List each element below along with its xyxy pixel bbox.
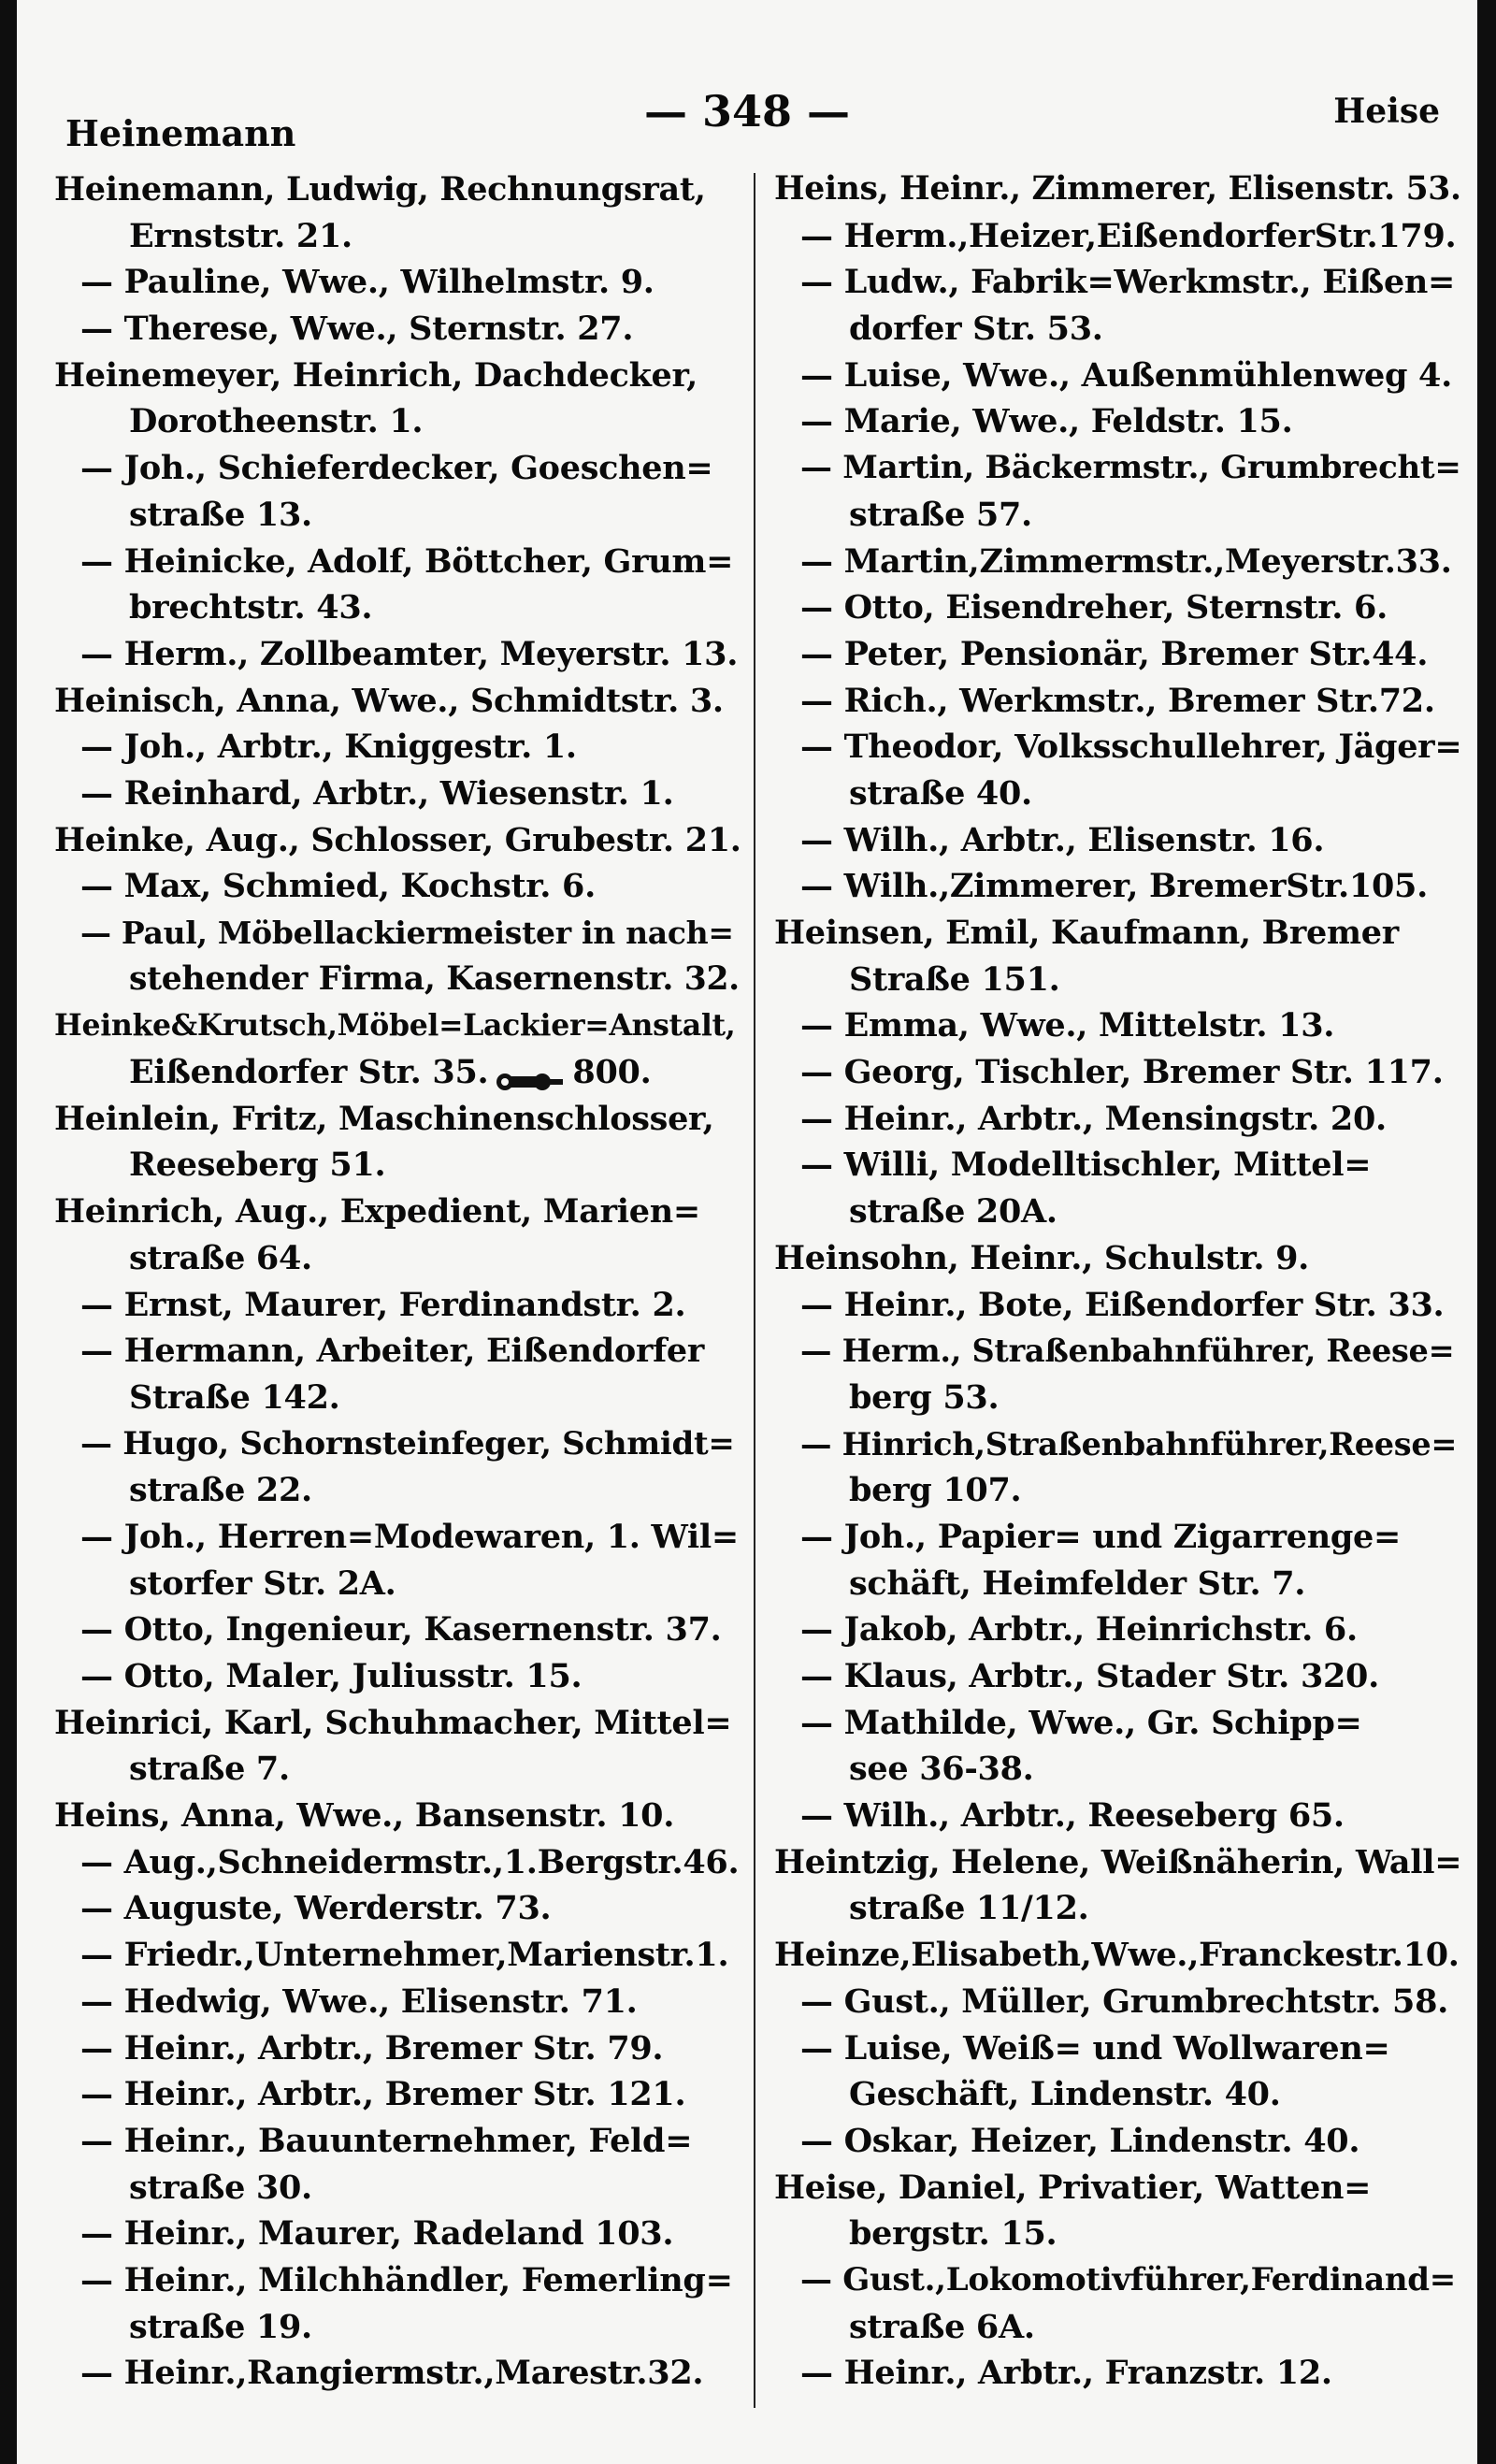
- entry-text: — Peter, Pensionär, Bremer Str.44.: [800, 634, 1429, 673]
- entry-text: — Otto, Ingenieur, Kasernenstr. 37.: [80, 1610, 722, 1650]
- directory-entry-line: [54, 1793, 741, 1839]
- directory-entry-line: [774, 1049, 1461, 1096]
- entry-text: straße 22.: [129, 1471, 312, 1510]
- entry-text: — Emma, Wwe., Mittelstr. 13.: [800, 1006, 1335, 1045]
- directory-entry-line: [54, 306, 741, 353]
- entry-text: — Gust.,Lokomotivführer,Ferdinand=: [800, 2260, 1456, 2298]
- directory-entry-line: [54, 1467, 741, 1514]
- entry-text: — Aug.,Schneidermstr.,1.Bergstr.46.: [80, 1842, 740, 1881]
- directory-entry-line: [774, 1189, 1461, 1235]
- directory-entry-line: [54, 1561, 741, 1607]
- directory-entry-line: [54, 213, 741, 260]
- entry-text: — Joh., Herren=Modewaren, 1. Wil=: [80, 1517, 739, 1556]
- entry-text: — Theodor, Volksschullehrer, Jäger=: [800, 728, 1461, 767]
- directory-entry-line: [54, 2118, 741, 2165]
- directory-entry-line: [774, 2211, 1461, 2257]
- directory-entry-line: [774, 1746, 1461, 1793]
- directory-entry-line: [54, 863, 741, 910]
- entry-text: — Heinr., Arbtr., Mensingstr. 20.: [800, 1099, 1387, 1138]
- directory-entry-line: [54, 910, 741, 957]
- directory-entry-line: [774, 1514, 1461, 1561]
- directory-entry-line: [54, 1885, 741, 1932]
- directory-entry-line: [54, 2304, 741, 2351]
- directory-entry-line: [54, 584, 741, 631]
- directory-entry-line: [774, 817, 1461, 864]
- entry-text: Straße 142.: [129, 1377, 340, 1417]
- directory-entry-line: [774, 2257, 1461, 2304]
- directory-entry-line: [774, 213, 1461, 260]
- entry-text: Heinisch, Anna, Wwe., Schmidtstr. 3.: [54, 681, 724, 720]
- entry-text: — Heinr.,Rangiermstr.,Marestr.32.: [80, 2354, 704, 2393]
- entry-text: — Joh., Papier= und Zigarrenge=: [800, 1517, 1402, 1556]
- directory-entry-line: [774, 259, 1461, 306]
- entry-text: straße 57.: [849, 495, 1032, 534]
- directory-entry-line: [774, 1561, 1461, 1607]
- entry-text: brechtstr. 43.: [129, 588, 373, 627]
- directory-entry-line: [774, 445, 1461, 492]
- entry-text: — Herm., Straßenbahnführer, Reese=: [800, 1333, 1455, 1370]
- entry-text: straße 30.: [129, 2168, 312, 2207]
- entry-text: Heintzig, Helene, Weißnäherin, Wall=: [774, 1842, 1461, 1881]
- directory-entry-line: [54, 1839, 741, 1886]
- entry-text: — Hedwig, Wwe., Elisenstr. 71.: [80, 1981, 638, 2021]
- entry-text: — Hinrich,Straßenbahnführer,Reese=: [800, 1425, 1458, 1463]
- entry-text: Reeseberg 51.: [129, 1146, 386, 1185]
- entry-text: — Willi, Modelltischler, Mittel=: [800, 1146, 1372, 1185]
- directory-entry-line: [774, 1653, 1461, 1700]
- entry-text: straße 13.: [129, 495, 312, 534]
- directory-entry-line: [54, 1049, 741, 1096]
- phone-number: 800.: [572, 1053, 652, 1092]
- entry-text: — Luise, Wwe., Außenmühlenweg 4.: [800, 355, 1452, 395]
- directory-entry-line: [54, 2165, 741, 2212]
- telephone-icon: [496, 1061, 565, 1088]
- entry-text: — Ludw., Fabrik=Werkmstr., Eißen=: [800, 263, 1456, 302]
- directory-entry-line: [54, 678, 741, 725]
- directory-entry-line: [774, 398, 1461, 445]
- directory-entry-line: [54, 1189, 741, 1235]
- entry-text: — Friedr.,Unternehmer,Marienstr.1.: [80, 1936, 729, 1975]
- directory-page: [17, 0, 1477, 2464]
- directory-entry-line: [774, 1421, 1461, 1468]
- entry-text: — Otto, Eisendreher, Sternstr. 6.: [800, 588, 1388, 627]
- entry-text: — Paul, Möbellackiermeister in nach=: [80, 915, 734, 951]
- entry-text: Heinke&Krutsch,Möbel=Lackier=Anstalt,: [54, 1008, 736, 1044]
- directory-entry-line: [54, 771, 741, 817]
- directory-entry-line: [774, 1793, 1461, 1839]
- directory-entry-line: [54, 1142, 741, 1189]
- directory-entry-line: [774, 2304, 1461, 2351]
- directory-entry-line: [774, 910, 1461, 957]
- entry-text: — Georg, Tischler, Bremer Str. 117.: [800, 1053, 1444, 1092]
- entry-text: — Klaus, Arbtr., Stader Str. 320.: [800, 1657, 1379, 1695]
- entry-text: — Joh., Schieferdecker, Goeschen=: [80, 449, 713, 488]
- entry-text: Heinsohn, Heinr., Schulstr. 9.: [774, 1238, 1310, 1277]
- directory-entry-line: [54, 1375, 741, 1421]
- entry-text: berg 53.: [849, 1377, 1000, 1417]
- entry-text: Eißendorfer Str. 35.: [129, 1053, 489, 1092]
- entry-text: Heinemeyer, Heinrich, Dachdecker,: [54, 355, 698, 395]
- directory-entry-line: [54, 445, 741, 492]
- entry-text: — Heinicke, Adolf, Böttcher, Grum=: [80, 541, 734, 581]
- directory-entry-line: [774, 1885, 1461, 1932]
- entry-text: — Heinr., Arbtr., Bremer Str. 79.: [80, 2028, 664, 2068]
- directory-entry-line: [54, 1282, 741, 1329]
- directory-entry-line: [54, 2350, 741, 2397]
- directory-entry-line: [54, 1700, 741, 1747]
- directory-entry-line: [54, 2025, 741, 2072]
- entry-text: — Luise, Weiß= und Wollwaren=: [800, 2028, 1390, 2068]
- entry-text: — Heinr., Bauunternehmer, Feld=: [80, 2121, 693, 2160]
- entry-text: berg 107.: [849, 1471, 1022, 1510]
- directory-entry-line: [774, 1375, 1461, 1421]
- entry-text: — Marie, Wwe., Feldstr. 15.: [800, 402, 1293, 441]
- directory-entry-line: [54, 1002, 741, 1049]
- directory-entry-line: [54, 1932, 741, 1979]
- directory-entry-line: [774, 2071, 1461, 2118]
- directory-entry-line: [54, 1653, 741, 1700]
- directory-entry-line: [774, 1607, 1461, 1653]
- directory-entry-line: [54, 1096, 741, 1143]
- entry-text: Heinze,Elisabeth,Wwe.,Franckestr.10.: [774, 1936, 1460, 1975]
- directory-entry-line: [54, 1514, 741, 1561]
- entry-text: Heinlein, Fritz, Maschinenschlosser,: [54, 1099, 714, 1138]
- directory-entry-line: [54, 2257, 741, 2304]
- directory-entry-line: [54, 1607, 741, 1653]
- directory-entry-line: [54, 817, 741, 864]
- directory-entry-line: [774, 1235, 1461, 1282]
- directory-entry-line: [54, 2211, 741, 2257]
- entry-text: — Heinr., Milchhändler, Femerling=: [80, 2260, 733, 2299]
- entry-text: Straße 151.: [849, 959, 1060, 999]
- page-header: [45, 86, 1449, 154]
- entry-text: — Therese, Wwe., Sternstr. 27.: [80, 310, 634, 349]
- entry-text: — Mathilde, Wwe., Gr. Schipp=: [800, 1703, 1362, 1742]
- directory-entry-line: [774, 1328, 1461, 1375]
- entry-text: — Hermann, Arbeiter, Eißendorfer: [80, 1332, 704, 1371]
- entry-text: — Max, Schmied, Kochstr. 6.: [80, 867, 596, 906]
- directory-entry-line: [774, 1932, 1461, 1979]
- entry-text: straße 64.: [129, 1238, 312, 1277]
- entry-text: Heinemann, Ludwig, Rechnungsrat,: [54, 170, 706, 209]
- entry-text: Heinrich, Aug., Expedient, Marien=: [54, 1192, 700, 1232]
- left-column: [54, 166, 741, 2397]
- directory-entry-line: [54, 492, 741, 539]
- directory-entry-line: [774, 678, 1461, 725]
- directory-entry-line: [774, 1839, 1461, 1886]
- directory-entry-line: [774, 353, 1461, 399]
- directory-entry-line: [774, 2350, 1461, 2397]
- entry-text: Heinrici, Karl, Schuhmacher, Mittel=: [54, 1703, 732, 1742]
- entry-text: — Joh., Arbtr., Kniggestr. 1.: [80, 728, 577, 767]
- entry-text: — Rich., Werkmstr., Bremer Str.72.: [800, 681, 1435, 720]
- entry-text: — Heinr., Arbtr., Bremer Str. 121.: [80, 2075, 686, 2114]
- entry-text: Ernststr. 21.: [129, 216, 352, 255]
- entry-text: — Otto, Maler, Juliusstr. 15.: [80, 1657, 583, 1695]
- entry-text: Dorotheenstr. 1.: [129, 402, 424, 441]
- directory-entry-line: [774, 492, 1461, 539]
- header-running-head-left: Heinemann: [65, 112, 296, 154]
- page-number: — 348 —: [643, 86, 851, 137]
- directory-entry-line: [774, 306, 1461, 353]
- directory-entry-line: [774, 2025, 1461, 2072]
- directory-entry-line: [774, 1700, 1461, 1747]
- entry-text: — Reinhard, Arbtr., Wiesenstr. 1.: [80, 773, 674, 813]
- directory-entry-line: [774, 771, 1461, 817]
- directory-entry-line: [54, 259, 741, 306]
- directory-entry-line: [54, 1328, 741, 1375]
- entry-text: Heins, Heinr., Zimmerer, Elisenstr. 53.: [774, 170, 1461, 208]
- directory-entry-line: [54, 1979, 741, 2025]
- entry-text: Heinsen, Emil, Kaufmann, Bremer: [774, 914, 1399, 952]
- column-divider: [754, 173, 755, 2408]
- directory-entry-line: [774, 1979, 1461, 2025]
- entry-text: — Ernst, Maurer, Ferdinandstr. 2.: [80, 1285, 686, 1324]
- entry-text: — Wilh., Arbtr., Elisenstr. 16.: [800, 820, 1325, 859]
- entry-text: see 36-38.: [849, 1750, 1034, 1789]
- entry-text: Heins, Anna, Wwe., Bansenstr. 10.: [54, 1796, 675, 1836]
- directory-entry-line: [54, 1421, 741, 1468]
- entry-text: — Heinr., Bote, Eißendorfer Str. 33.: [800, 1285, 1445, 1324]
- header-running-head-right: Heise: [1333, 92, 1440, 131]
- directory-entry-line: [774, 863, 1461, 910]
- directory-entry-line: [774, 2165, 1461, 2212]
- entry-text: straße 7.: [129, 1750, 290, 1789]
- entry-text: — Wilh.,Zimmerer, BremerStr.105.: [800, 867, 1428, 906]
- entry-text: storfer Str. 2A.: [129, 1563, 396, 1603]
- entry-text: straße 20A.: [849, 1192, 1057, 1232]
- directory-entry-line: [54, 398, 741, 445]
- entry-text: — Pauline, Wwe., Wilhelmstr. 9.: [80, 263, 654, 302]
- directory-entry-line: [774, 724, 1461, 771]
- right-column: [774, 166, 1461, 2397]
- directory-entry-line: [54, 724, 741, 771]
- entry-text: stehender Firma, Kasernenstr. 32.: [129, 959, 740, 998]
- entry-text: — Herm., Zollbeamter, Meyerstr. 13.: [80, 634, 739, 673]
- entry-text: schäft, Heimfelder Str. 7.: [849, 1563, 1306, 1603]
- entry-text: — Jakob, Arbtr., Heinrichstr. 6.: [800, 1610, 1358, 1650]
- entry-text: straße 40.: [849, 773, 1032, 813]
- directory-entry-line: [54, 353, 741, 399]
- entry-text: — Herm.,Heizer,EißendorferStr.179.: [800, 216, 1457, 255]
- entry-text: Heinke, Aug., Schlosser, Grubestr. 21.: [54, 820, 741, 859]
- directory-entry-line: [774, 1467, 1461, 1514]
- entry-text: — Martin,Zimmermstr.,Meyerstr.33.: [800, 541, 1452, 581]
- entry-text: — Auguste, Werderstr. 73.: [80, 1889, 552, 1928]
- directory-entry-line: [54, 539, 741, 585]
- directory-entry-line: [54, 166, 741, 213]
- directory-entry-line: [54, 957, 741, 1003]
- directory-entry-line: [774, 631, 1461, 678]
- entry-text: straße 6A.: [849, 2307, 1035, 2346]
- entry-text: — Heinr., Maurer, Radeland 103.: [80, 2214, 674, 2254]
- directory-entry-line: [774, 1002, 1461, 1049]
- directory-entry-line: [774, 1282, 1461, 1329]
- entry-text: straße 11/12.: [849, 1889, 1089, 1928]
- directory-entry-line: [54, 2071, 741, 2118]
- entry-text: dorfer Str. 53.: [849, 310, 1103, 349]
- entry-text: Heise, Daniel, Privatier, Watten=: [774, 2168, 1372, 2207]
- entry-text: bergstr. 15.: [849, 2214, 1057, 2254]
- directory-entry-line: [774, 539, 1461, 585]
- directory-entry-line: [774, 2118, 1461, 2165]
- directory-entry-line: [774, 957, 1461, 1003]
- directory-entry-line: [54, 1235, 741, 1282]
- entry-text: — Gust., Müller, Grumbrechtstr. 58.: [800, 1981, 1449, 2021]
- entry-text: — Hugo, Schornsteinfeger, Schmidt=: [80, 1424, 735, 1463]
- directory-entry-line: [774, 1096, 1461, 1143]
- directory-entry-line: [774, 166, 1461, 213]
- directory-entry-line: [774, 584, 1461, 631]
- entry-text: — Heinr., Arbtr., Franzstr. 12.: [800, 2354, 1332, 2393]
- entry-text: Geschäft, Lindenstr. 40.: [849, 2075, 1281, 2114]
- entry-text: straße 19.: [129, 2307, 312, 2346]
- directory-entry-line: [54, 1746, 741, 1793]
- entry-text: — Martin, Bäckermstr., Grumbrecht=: [800, 449, 1461, 487]
- directory-entry-line: [774, 1142, 1461, 1189]
- entry-text: — Oskar, Heizer, Lindenstr. 40.: [800, 2121, 1360, 2160]
- directory-entry-line: [54, 631, 741, 678]
- entry-text: — Wilh., Arbtr., Reeseberg 65.: [800, 1796, 1345, 1836]
